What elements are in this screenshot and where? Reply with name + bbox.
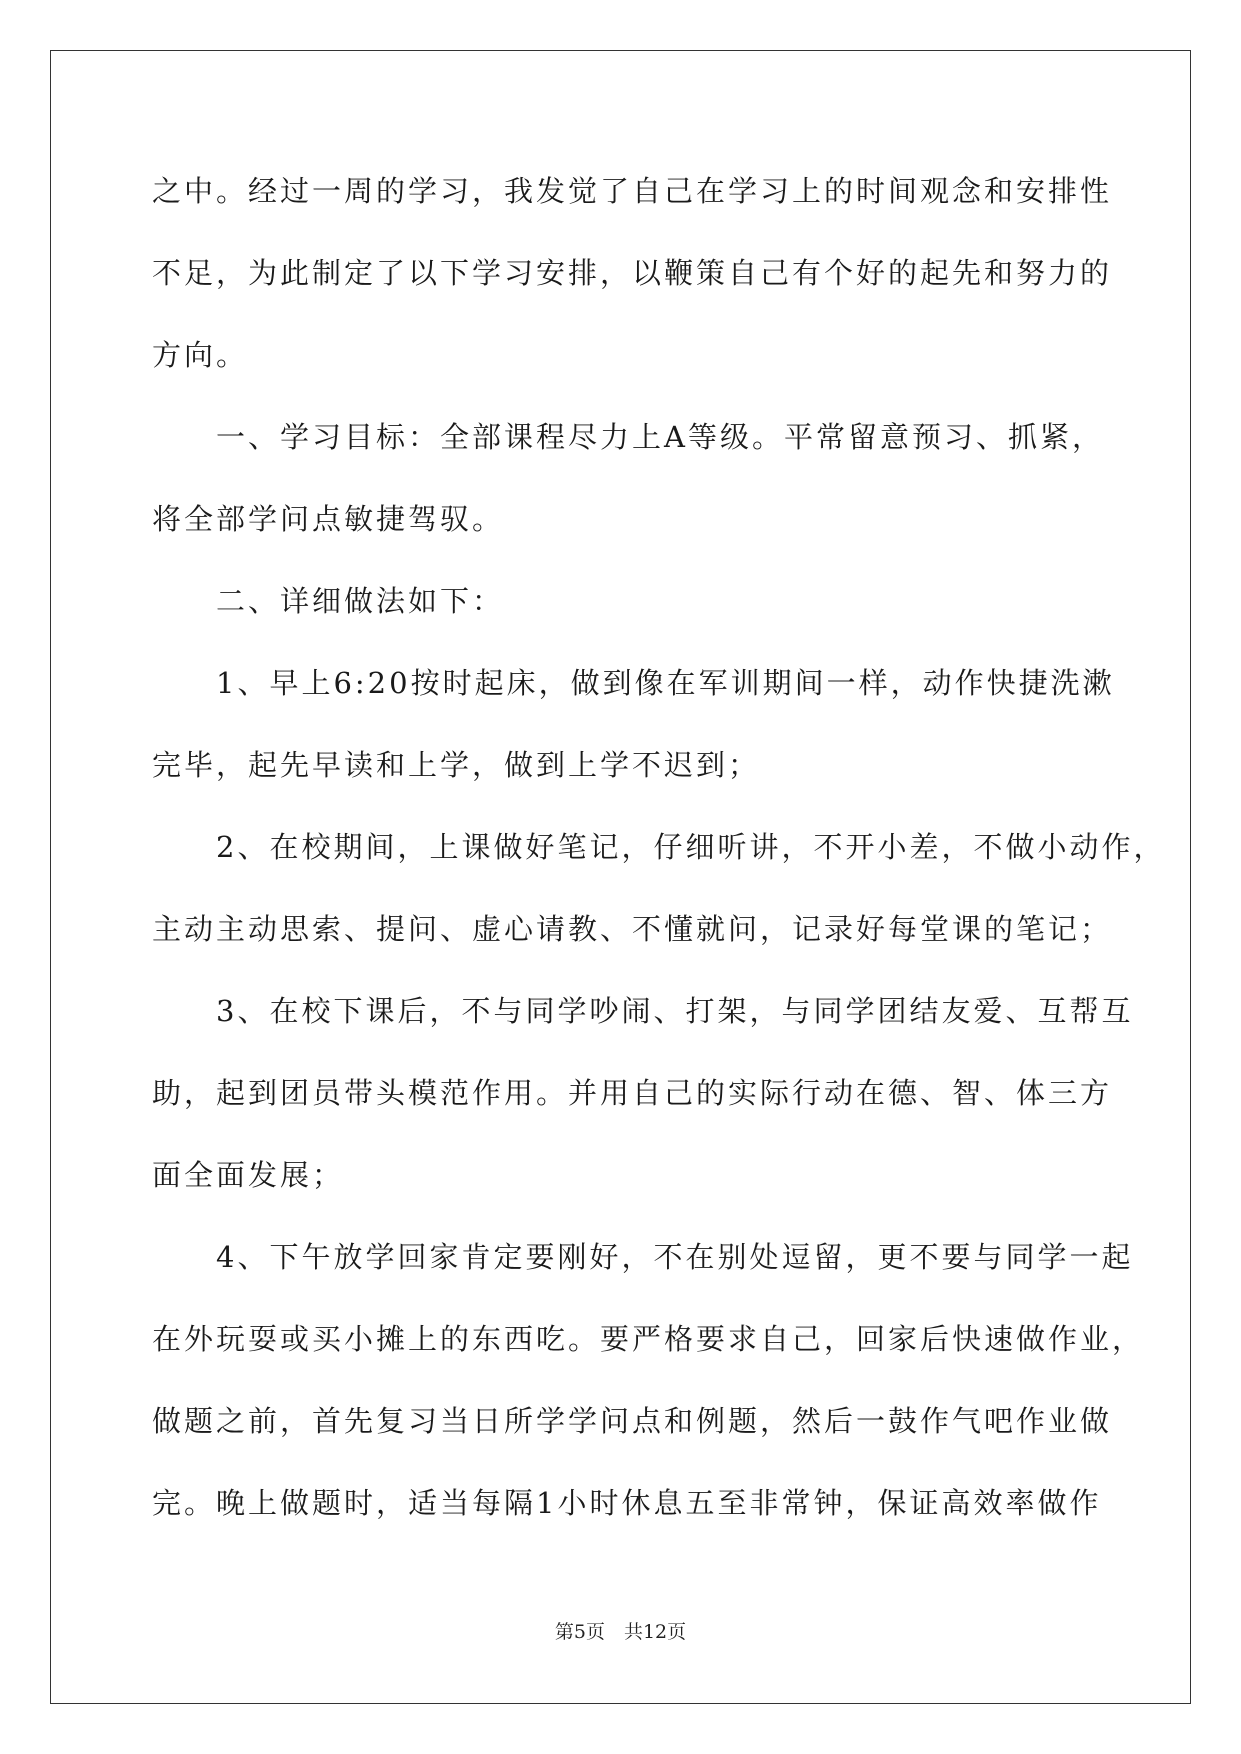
text-line: 4、下午放学回家肯定要刚好，不在别处逗留，更不要与同学一起 (152, 1240, 1134, 1274)
text-line: 做题之前，首先复习当日所学学问点和例题，然后一鼓作气吧作业做 (152, 1404, 1113, 1438)
document-body (152, 162, 1166, 1556)
page-number: 第5页 共12页 (554, 1621, 687, 1643)
text-line: 面全面发展； (152, 1158, 345, 1192)
text-line: 主动主动思索、提问、虚心请教、不懂就问，记录好每堂课的笔记； (152, 912, 1113, 946)
text-line: 不足，为此制定了以下学习安排，以鞭策自己有个好的起先和努力的 (152, 256, 1113, 290)
text-line: 完。晚上做题时，适当每隔1小时休息五至非常钟，保证高效率做作 (152, 1486, 1102, 1520)
text-line: 一、学习目标：全部课程尽力上A等级。平常留意预习、抓紧， (152, 420, 1104, 454)
text-line: 将全部学问点敏捷驾驭。 (152, 502, 505, 536)
text-line: 3、在校下课后，不与同学吵闹、打架，与同学团结友爱、互帮互 (152, 994, 1134, 1028)
text-line: 1、早上6:20按时起床，做到像在军训期间一样，动作快捷洗漱 (152, 666, 1115, 700)
text-line: 2、在校期间，上课做好笔记，仔细听讲，不开小差，不做小动作， (152, 830, 1166, 864)
text-line: 之中。经过一周的学习，我发觉了自己在学习上的时间观念和安排性 (152, 174, 1113, 208)
text-line: 在外玩耍或买小摊上的东西吃。要严格要求自己，回家后快速做作业， (152, 1322, 1145, 1356)
text-line: 助，起到团员带头模范作用。并用自己的实际行动在德、智、体三方 (152, 1076, 1113, 1110)
text-line: 完毕，起先早读和上学，做到上学不迟到； (152, 748, 761, 782)
text-line: 二、详细做法如下： (152, 584, 505, 618)
page-footer (0, 1617, 1241, 1644)
text-line: 方向。 (152, 338, 249, 372)
